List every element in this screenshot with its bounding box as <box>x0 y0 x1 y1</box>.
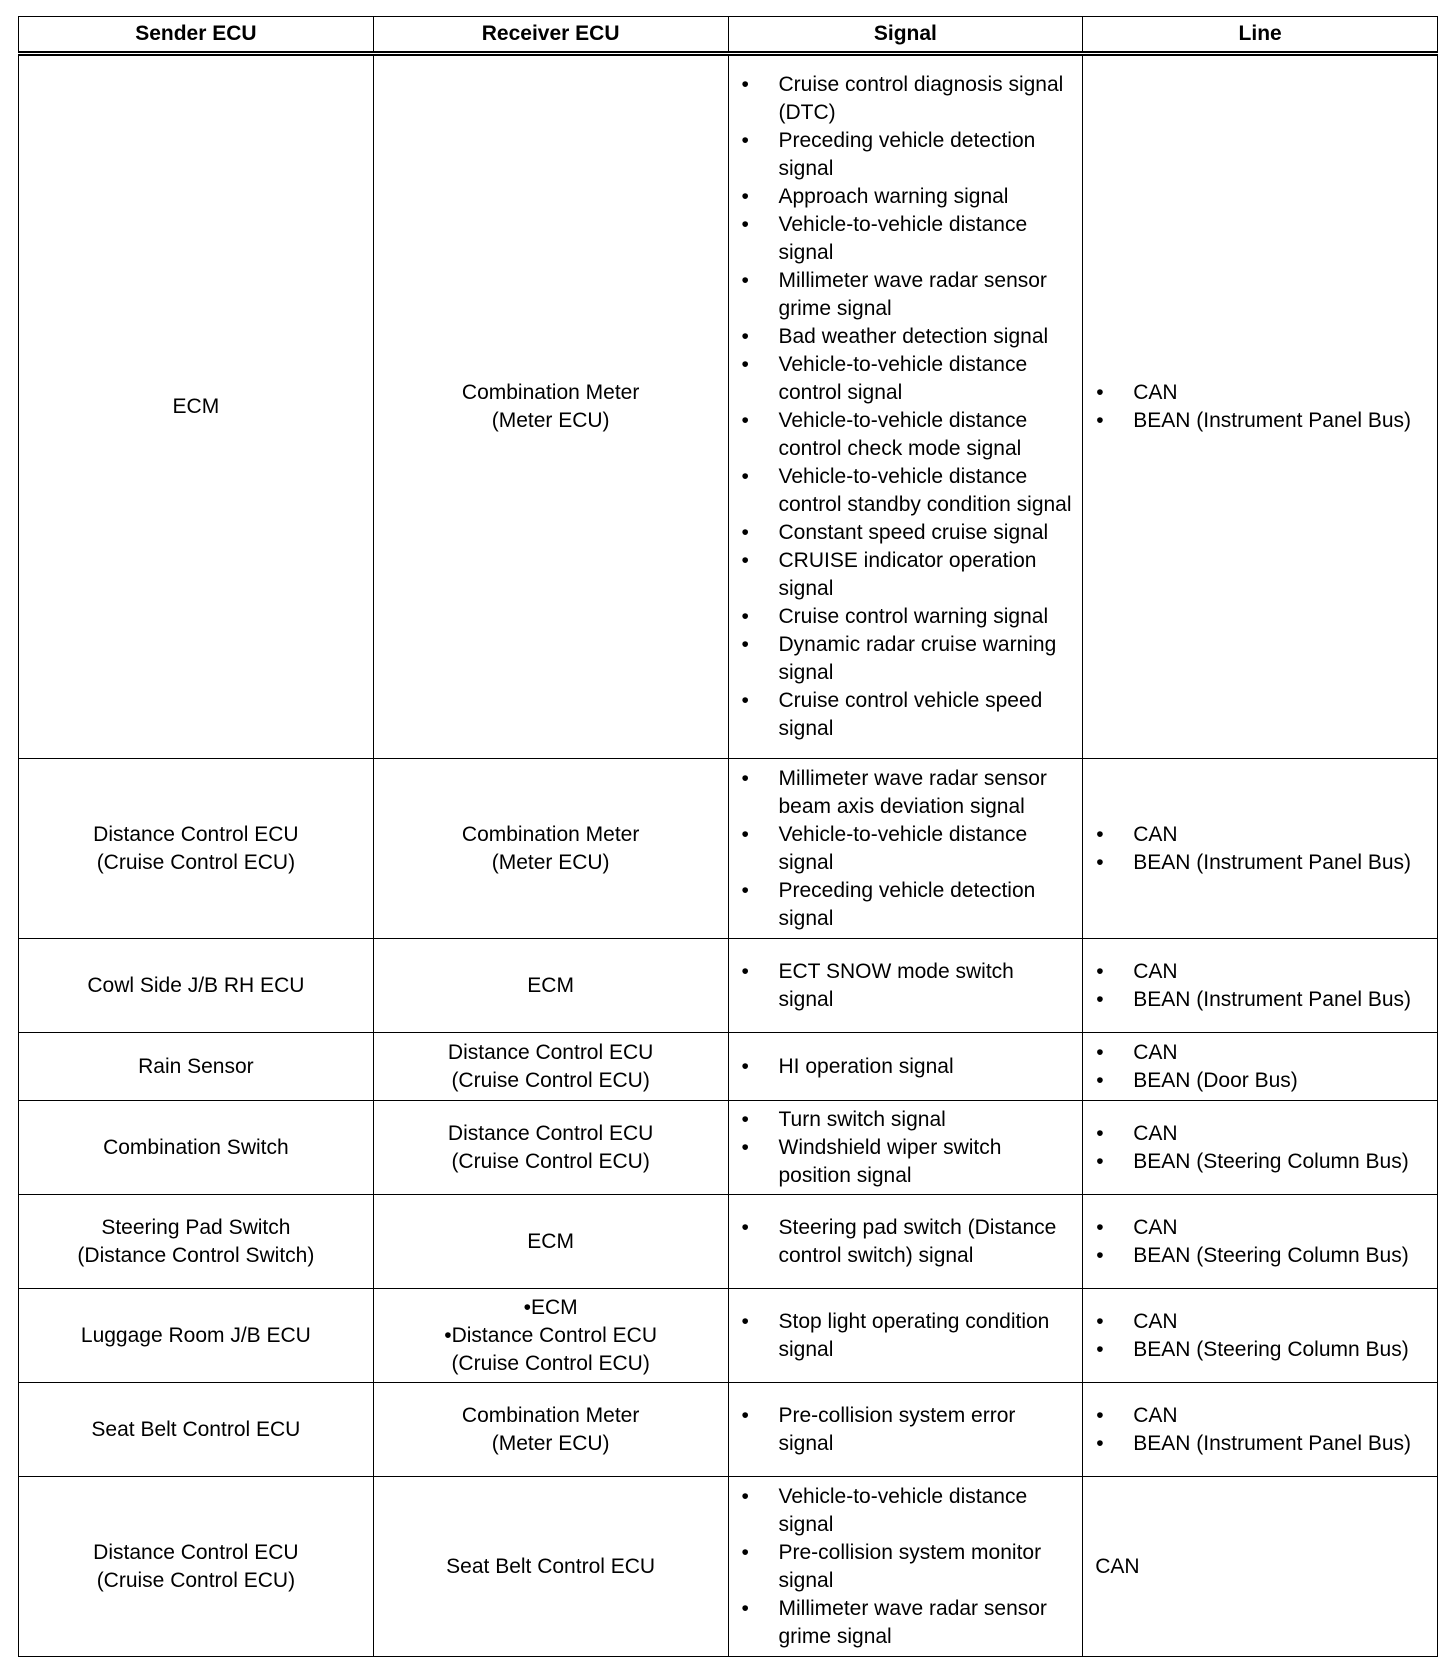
receiver-ecu-cell <box>373 1101 728 1195</box>
line-item: • CAN <box>1083 379 1437 407</box>
signal-list <box>729 1210 1083 1274</box>
signal-item: • Vehicle-to-vehicle distance signal <box>729 211 1083 267</box>
table-row <box>19 1477 1438 1657</box>
table-row <box>19 939 1438 1033</box>
signal-item: • Cruise control diagnosis signal (DTC) <box>729 71 1083 127</box>
signal-item: • Vehicle-to-vehicle distance signal <box>729 821 1083 877</box>
signal-item: • Vehicle-to-vehicle distance control signal <box>729 351 1083 407</box>
sender-ecu-cell <box>19 1477 374 1657</box>
receiver-ecu-text: (Meter ECU) <box>491 409 610 432</box>
signal-item: • Vehicle-to-vehicle distance control standby condition signal <box>729 463 1083 519</box>
receiver-ecu-cell <box>373 54 728 759</box>
receiver-ecu-cell <box>373 1477 728 1657</box>
sender-ecu-text: Steering Pad Switch <box>101 1215 291 1239</box>
line-cell <box>1083 54 1438 759</box>
sender-ecu-text: Distance Control ECU <box>93 822 299 846</box>
line-item: • CAN <box>1083 1120 1437 1148</box>
line-item: • BEAN (Instrument Panel Bus) <box>1083 849 1437 877</box>
receiver-ecu-text: Distance Control ECU <box>447 1121 654 1145</box>
sender-ecu-cell <box>19 1033 374 1101</box>
sender-ecu-text: Luggage Room J/B ECU <box>80 1323 311 1347</box>
signal-list <box>729 761 1083 937</box>
table-row <box>19 54 1438 759</box>
line-list <box>1083 954 1437 1018</box>
line-item: • BEAN (Instrument Panel Bus) <box>1083 1430 1437 1458</box>
sender-ecu-cell <box>19 1195 374 1289</box>
signal-item: • ECT SNOW mode switch signal <box>729 958 1083 1014</box>
signal-cell <box>728 1101 1083 1195</box>
sender-ecu-text: Distance Control ECU <box>93 1540 299 1564</box>
sender-ecu-cell <box>19 1289 374 1383</box>
sender-ecu-text: Rain Sensor <box>138 1054 254 1078</box>
signal-cell <box>728 759 1083 939</box>
signal-item: • Windshield wiper switch position signal <box>729 1134 1083 1190</box>
receiver-ecu-text: •ECM <box>523 1295 578 1319</box>
signal-list <box>729 67 1083 747</box>
signal-list <box>729 1398 1083 1462</box>
receiver-ecu-text: •Distance Control ECU <box>444 1323 657 1347</box>
line-cell <box>1083 759 1438 939</box>
receiver-ecu-text: (Meter ECU) <box>491 850 610 874</box>
header-row <box>19 17 1438 54</box>
sender-ecu-cell <box>19 1101 374 1195</box>
receiver-ecu-text: (Cruise Control ECU) <box>451 1351 650 1375</box>
table-row <box>19 1289 1438 1383</box>
line-item: • CAN <box>1083 821 1437 849</box>
line-list <box>1083 1035 1437 1099</box>
line-item: • CAN <box>1083 1308 1437 1336</box>
receiver-ecu-cell <box>373 1383 728 1477</box>
line-item: • CAN <box>1083 1402 1437 1430</box>
header-sender-ecu: Sender ECU <box>19 17 374 54</box>
receiver-ecu-cell <box>373 939 728 1033</box>
line-list <box>1083 1304 1437 1368</box>
signal-item: • Millimeter wave radar sensor grime signal <box>729 267 1083 323</box>
signal-item: • Dynamic radar cruise warning signal <box>729 631 1083 687</box>
signal-cell <box>728 1477 1083 1657</box>
signal-cell <box>728 1383 1083 1477</box>
sender-ecu-cell <box>19 759 374 939</box>
line-cell <box>1083 939 1438 1033</box>
sender-ecu-text: (Cruise Control ECU) <box>96 850 296 874</box>
receiver-ecu-text: Combination Meter <box>461 822 640 846</box>
receiver-ecu-text: (Cruise Control ECU) <box>451 1068 650 1092</box>
signal-item: • Pre-collision system error signal <box>729 1402 1083 1458</box>
line-list <box>1083 1210 1437 1274</box>
line-cell <box>1083 1101 1438 1195</box>
signal-item: • Stop light operating condition signal <box>729 1308 1083 1364</box>
line-list <box>1083 375 1437 439</box>
table-header <box>19 17 1438 54</box>
sender-ecu-cell <box>19 54 374 759</box>
signal-item: • Approach warning signal <box>729 183 1083 211</box>
signal-item: • CRUISE indicator operation signal <box>729 547 1083 603</box>
line-item: • CAN <box>1083 1039 1437 1067</box>
line-list <box>1083 817 1437 881</box>
signal-list <box>729 954 1083 1018</box>
signal-item: • Pre-collision system monitor signal <box>729 1539 1083 1595</box>
line-item: • BEAN (Instrument Panel Bus) <box>1083 986 1437 1014</box>
signal-cell <box>728 1289 1083 1383</box>
signal-item: • Constant speed cruise signal <box>729 519 1083 547</box>
receiver-ecu-text: ECM <box>527 973 574 997</box>
receiver-ecu-text: Combination Meter <box>461 1403 640 1427</box>
signal-cell <box>728 1195 1083 1289</box>
signal-cell <box>728 54 1083 759</box>
signal-list <box>729 1479 1083 1655</box>
table-row <box>19 1033 1438 1101</box>
line-cell <box>1083 1477 1438 1657</box>
signal-item: • Preceding vehicle detection signal <box>729 127 1083 183</box>
ecu-communication-table <box>18 16 1438 1657</box>
line-item: • BEAN (Door Bus) <box>1083 1067 1437 1095</box>
signal-item: • Bad weather detection signal <box>729 323 1083 351</box>
line-item: • CAN <box>1083 1214 1437 1242</box>
line-list <box>1083 1398 1437 1462</box>
signal-list <box>729 1049 1083 1085</box>
receiver-ecu-text: Seat Belt Control ECU <box>446 1554 656 1578</box>
signal-item: • Steering pad switch (Distance control switch) signal <box>729 1214 1083 1270</box>
header-signal: Signal <box>728 17 1083 54</box>
line-item: • CAN <box>1083 958 1437 986</box>
line-cell <box>1083 1033 1438 1101</box>
receiver-ecu-cell <box>373 1033 728 1101</box>
signal-cell <box>728 939 1083 1033</box>
receiver-ecu-text: (Meter ECU) <box>491 1431 610 1455</box>
line-list <box>1083 1116 1437 1180</box>
line-item: • BEAN (Steering Column Bus) <box>1083 1242 1437 1270</box>
header-receiver-ecu: Receiver ECU <box>373 17 728 54</box>
line-cell <box>1083 1289 1438 1383</box>
receiver-ecu-cell <box>373 1195 728 1289</box>
receiver-ecu-text: (Cruise Control ECU) <box>451 1149 650 1173</box>
signal-list <box>729 1304 1083 1368</box>
signal-cell <box>728 1033 1083 1101</box>
sender-ecu-cell <box>19 1383 374 1477</box>
line-cell <box>1083 1383 1438 1477</box>
line-item: • BEAN (Instrument Panel Bus) <box>1083 407 1437 435</box>
sender-ecu-text: (Cruise Control ECU) <box>96 1568 296 1592</box>
sender-ecu-text: Cowl Side J/B RH ECU <box>87 973 305 997</box>
signal-item: • Millimeter wave radar sensor grime signal <box>729 1595 1083 1651</box>
line-item: • BEAN (Steering Column Bus) <box>1083 1148 1437 1176</box>
signal-list <box>729 1102 1083 1194</box>
line-item: • BEAN (Steering Column Bus) <box>1083 1336 1437 1364</box>
sender-ecu-text: ECM <box>172 395 220 418</box>
table-row <box>19 1101 1438 1195</box>
signal-item: • Cruise control vehicle speed signal <box>729 687 1083 743</box>
receiver-ecu-cell <box>373 1289 728 1383</box>
table-row <box>19 759 1438 939</box>
line-text: CAN <box>1095 1554 1140 1578</box>
signal-item: • Cruise control warning signal <box>729 603 1083 631</box>
receiver-ecu-text: Distance Control ECU <box>447 1040 654 1064</box>
header-line: Line <box>1083 17 1438 54</box>
signal-item: • Preceding vehicle detection signal <box>729 877 1083 933</box>
receiver-ecu-text: Combination Meter <box>461 381 640 404</box>
sender-ecu-text: Combination Switch <box>103 1135 289 1159</box>
sender-ecu-text: Seat Belt Control ECU <box>91 1417 301 1441</box>
table-row <box>19 1383 1438 1477</box>
line-cell <box>1083 1195 1438 1289</box>
sender-ecu-text: (Distance Control Switch) <box>77 1243 315 1267</box>
table-row <box>19 1195 1438 1289</box>
signal-item: • Turn switch signal <box>729 1106 1083 1134</box>
receiver-ecu-text: ECM <box>527 1229 574 1253</box>
signal-item: • HI operation signal <box>729 1053 1083 1081</box>
signal-item: • Millimeter wave radar sensor beam axis deviation signal <box>729 765 1083 821</box>
sender-ecu-cell <box>19 939 374 1033</box>
signal-item: • Vehicle-to-vehicle distance signal <box>729 1483 1083 1539</box>
table-body <box>19 54 1438 1657</box>
signal-item: • Vehicle-to-vehicle distance control check mode signal <box>729 407 1083 463</box>
receiver-ecu-cell <box>373 759 728 939</box>
